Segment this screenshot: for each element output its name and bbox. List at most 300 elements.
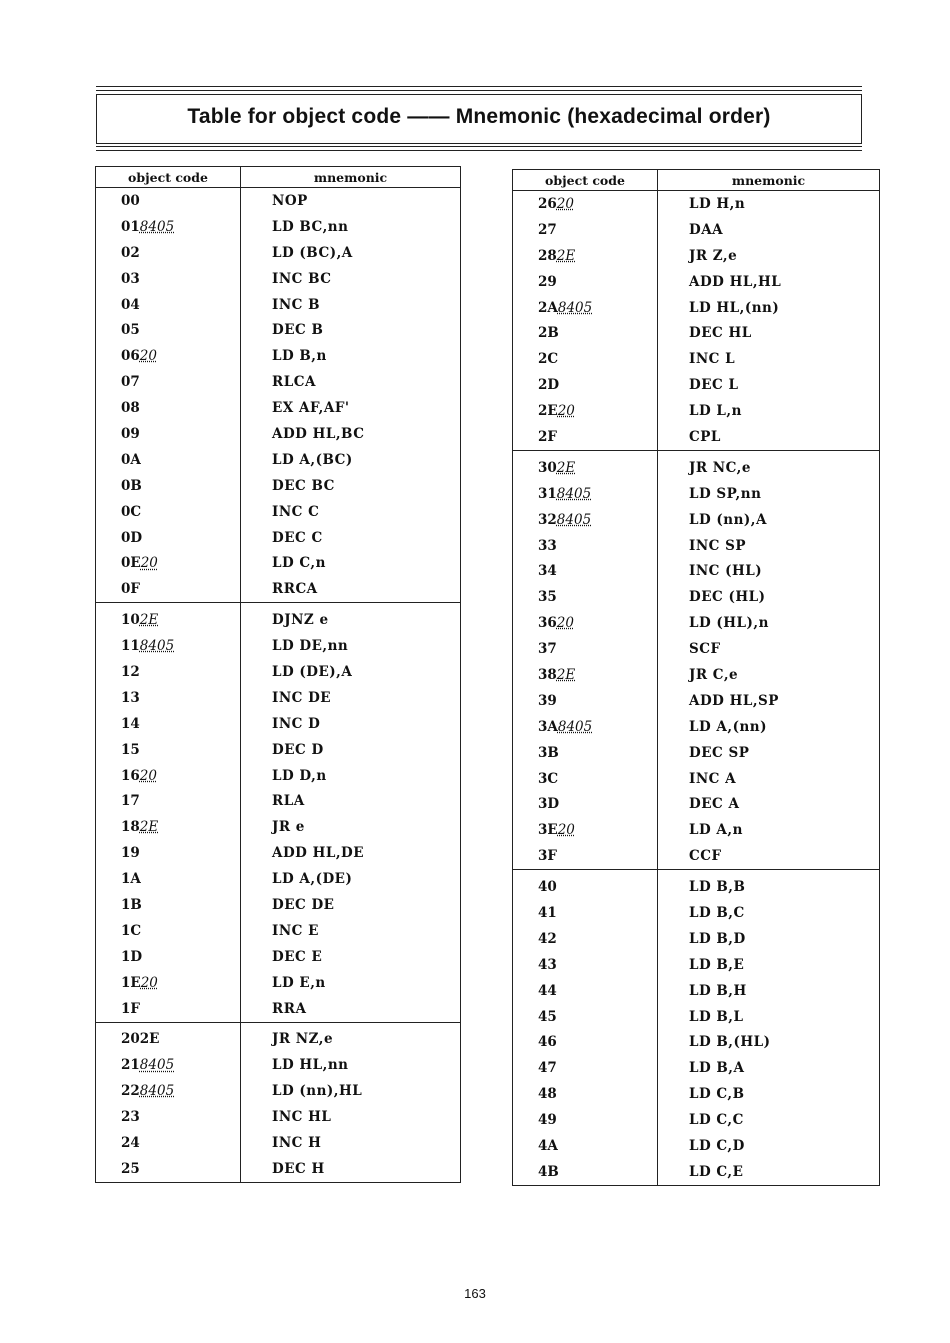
object-code-cell	[513, 610, 658, 636]
right-table-body	[513, 191, 880, 1186]
operand-bytes: 2E	[139, 612, 159, 629]
object-code-cell	[513, 1055, 658, 1081]
object-code-cell	[513, 791, 658, 817]
object-code-cell	[513, 662, 658, 688]
mnemonic-cell: LD B,L	[658, 1004, 880, 1030]
table-row	[513, 398, 880, 424]
object-code-cell	[513, 870, 658, 900]
opcode: 3C	[538, 770, 559, 787]
object-code-cell	[513, 372, 658, 398]
table-row	[513, 926, 880, 952]
object-code-cell	[96, 814, 241, 840]
operand-bytes: 20	[556, 195, 574, 212]
object-code-cell	[513, 191, 658, 217]
object-code-cell	[96, 840, 241, 866]
table-row	[96, 1156, 461, 1182]
mnemonic-cell: INC DE	[241, 685, 461, 711]
operand-bytes: 20	[556, 615, 574, 632]
opcode: 25	[121, 1160, 140, 1177]
opcode: 48	[538, 1086, 557, 1103]
mnemonic-cell: LD B,H	[658, 978, 880, 1004]
object-code-cell	[513, 398, 658, 424]
operand-bytes: 20	[557, 403, 575, 420]
mnemonic-cell: DEC A	[658, 791, 880, 817]
opcode: 10	[121, 612, 140, 629]
object-code-cell	[96, 892, 241, 918]
table-row	[96, 1130, 461, 1156]
object-code-cell	[513, 1133, 658, 1159]
opcode: 32	[538, 511, 557, 528]
object-code-cell	[96, 499, 241, 525]
table-row	[96, 633, 461, 659]
object-code-cell	[513, 269, 658, 295]
opcode: 23	[121, 1109, 140, 1126]
table-row	[513, 450, 880, 480]
opcode: 21	[121, 1057, 140, 1074]
opcode: 15	[121, 741, 140, 758]
object-code-cell	[96, 525, 241, 551]
mnemonic-cell: LD (HL),n	[658, 610, 880, 636]
table-row	[96, 499, 461, 525]
object-code-cell	[96, 788, 241, 814]
opcode: 3E	[538, 822, 558, 839]
bottom-rule-thin	[96, 150, 862, 151]
table-row	[96, 576, 461, 602]
opcode: 04	[121, 296, 140, 313]
opcode: 39	[538, 692, 557, 709]
table-row	[513, 843, 880, 869]
mnemonic-cell: LD (DE),A	[241, 659, 461, 685]
table-row	[513, 870, 880, 900]
opcode: 06	[121, 348, 140, 365]
table-row	[96, 603, 461, 633]
opcode: 2B	[538, 325, 559, 342]
opcode: 41	[538, 904, 557, 921]
mnemonic-cell: INC L	[658, 346, 880, 372]
table-row	[513, 817, 880, 843]
table-row	[513, 1055, 880, 1081]
opcode: 46	[538, 1034, 557, 1051]
mnemonic-cell: LD A,n	[658, 817, 880, 843]
object-code-cell	[513, 243, 658, 269]
mnemonic-cell: LD A,(nn)	[658, 714, 880, 740]
table-row	[513, 662, 880, 688]
mnemonic-cell: LD B,n	[241, 343, 461, 369]
object-code-cell	[513, 766, 658, 792]
opcode: 13	[121, 689, 140, 706]
opcode: 36	[538, 615, 557, 632]
mnemonic-cell: RRCA	[241, 576, 461, 602]
table-row	[96, 421, 461, 447]
opcode: 1D	[121, 948, 143, 965]
opcode: 3B	[538, 744, 559, 761]
mnemonic-cell: INC E	[241, 918, 461, 944]
opcode: 0A	[121, 451, 141, 468]
object-code-cell	[96, 369, 241, 395]
table-row	[513, 1159, 880, 1185]
opcode: 49	[538, 1112, 557, 1129]
table-row	[513, 688, 880, 714]
mnemonic-cell: DEC E	[241, 944, 461, 970]
opcode: 42	[538, 930, 557, 947]
opcode: 19	[121, 845, 140, 862]
object-code-cell	[513, 978, 658, 1004]
table-row	[96, 970, 461, 996]
mnemonic-cell: JR C,e	[658, 662, 880, 688]
table-row	[96, 447, 461, 473]
mnemonic-cell: INC SP	[658, 533, 880, 559]
table-row	[513, 295, 880, 321]
object-code-cell	[513, 1004, 658, 1030]
table-row	[96, 788, 461, 814]
mnemonic-cell: DEC L	[658, 372, 880, 398]
opcode: 38	[538, 666, 557, 683]
object-code-cell	[96, 918, 241, 944]
mnemonic-cell: LD C,n	[241, 550, 461, 576]
opcode: 2F	[538, 428, 557, 445]
table-row	[513, 243, 880, 269]
table-row	[513, 584, 880, 610]
mnemonic-cell: LD HL,(nn)	[658, 295, 880, 321]
table-row	[513, 481, 880, 507]
operand-bytes: 2E	[139, 819, 159, 836]
object-code-cell	[513, 843, 658, 869]
object-code-cell	[96, 576, 241, 602]
opcode: 31	[538, 485, 557, 502]
object-code-cell	[96, 685, 241, 711]
table-row	[96, 763, 461, 789]
mnemonic-cell: LD A,(DE)	[241, 866, 461, 892]
opcode: 12	[121, 663, 140, 680]
mnemonic-cell: LD B,(HL)	[658, 1030, 880, 1056]
table-row	[96, 996, 461, 1022]
object-code-cell	[96, 421, 241, 447]
mnemonic-cell: LD B,B	[658, 870, 880, 900]
object-code-cell	[96, 711, 241, 737]
opcode: 2C	[538, 351, 559, 368]
object-code-cell	[513, 1159, 658, 1185]
opcode: 45	[538, 1008, 557, 1025]
mnemonic-cell: LD DE,nn	[241, 633, 461, 659]
object-code-cell	[96, 240, 241, 266]
table-row	[513, 1107, 880, 1133]
table-row	[96, 659, 461, 685]
table-row	[513, 1081, 880, 1107]
opcode: 30	[538, 459, 557, 476]
mnemonic-cell: LD D,n	[241, 763, 461, 789]
object-code-header: object code	[96, 167, 241, 188]
opcode: 2E	[538, 403, 558, 420]
mnemonic-cell: DJNZ e	[241, 603, 461, 633]
opcode: 05	[121, 322, 140, 339]
object-code-cell	[513, 636, 658, 662]
operand-bytes: 20	[139, 767, 157, 784]
object-code-cell	[96, 1130, 241, 1156]
table-row	[513, 269, 880, 295]
opcode: 44	[538, 982, 557, 999]
table-row	[96, 473, 461, 499]
table-row	[96, 1078, 461, 1104]
object-code-cell	[96, 292, 241, 318]
table-row	[96, 395, 461, 421]
object-code-cell	[96, 1052, 241, 1078]
object-code-cell	[96, 1156, 241, 1182]
opcode: 29	[538, 273, 557, 290]
table-row	[96, 944, 461, 970]
object-code-cell	[96, 343, 241, 369]
mnemonic-cell: LD C,B	[658, 1081, 880, 1107]
mnemonic-cell: LD B,C	[658, 900, 880, 926]
mnemonic-cell: CPL	[658, 424, 880, 450]
table-row	[513, 740, 880, 766]
object-code-cell	[513, 900, 658, 926]
operand-bytes: 20	[139, 348, 157, 365]
mnemonic-cell: LD E,n	[241, 970, 461, 996]
table-row	[96, 866, 461, 892]
mnemonic-cell: ADD HL,SP	[658, 688, 880, 714]
object-code-cell	[96, 633, 241, 659]
operand-bytes: 2E	[556, 459, 576, 476]
object-code-cell	[513, 450, 658, 480]
mnemonic-cell: INC B	[241, 292, 461, 318]
object-code-cell	[513, 295, 658, 321]
opcode: 03	[121, 270, 140, 287]
mnemonic-cell: NOP	[241, 188, 461, 214]
object-code-cell	[96, 214, 241, 240]
table-row	[96, 737, 461, 763]
opcode: 2D	[538, 377, 560, 394]
table-row	[513, 766, 880, 792]
opcode: 26	[538, 195, 557, 212]
table-row	[513, 900, 880, 926]
object-code-cell	[96, 188, 241, 214]
mnemonic-cell: DEC DE	[241, 892, 461, 918]
mnemonic-cell: DEC H	[241, 1156, 461, 1182]
object-code-header: object code	[513, 170, 658, 191]
mnemonic-cell: INC D	[241, 711, 461, 737]
object-code-cell	[513, 346, 658, 372]
operand-bytes: 8405	[556, 511, 592, 528]
table-row	[513, 1030, 880, 1056]
mnemonic-cell: ADD HL,HL	[658, 269, 880, 295]
table-row	[96, 240, 461, 266]
opcode: 28	[538, 247, 557, 264]
mnemonic-header: mnemonic	[241, 167, 461, 188]
opcode: 37	[538, 641, 557, 658]
mnemonic-cell: INC C	[241, 499, 461, 525]
opcode: 4A	[538, 1138, 558, 1154]
object-code-cell	[513, 481, 658, 507]
object-code-cell	[96, 1022, 241, 1052]
mnemonic-cell: RLA	[241, 788, 461, 814]
object-code-cell	[513, 217, 658, 243]
object-code-cell	[513, 817, 658, 843]
top-rule-thin	[96, 90, 862, 91]
opcode: 1A	[121, 871, 141, 888]
table-row	[96, 840, 461, 866]
table-row	[96, 292, 461, 318]
table-row	[513, 978, 880, 1004]
table-row	[513, 217, 880, 243]
table-row	[96, 266, 461, 292]
mnemonic-cell: INC (HL)	[658, 558, 880, 584]
mnemonic-cell: ADD HL,DE	[241, 840, 461, 866]
mnemonic-cell: LD B,D	[658, 926, 880, 952]
object-code-cell	[96, 395, 241, 421]
opcode: 3D	[538, 796, 560, 813]
opcode: 35	[538, 589, 557, 606]
table-row	[513, 507, 880, 533]
opcode: 18	[121, 819, 140, 836]
mnemonic-cell: RRA	[241, 996, 461, 1022]
table-row	[96, 214, 461, 240]
operand-bytes: 8405	[556, 485, 592, 502]
table-row	[513, 791, 880, 817]
object-code-cell	[96, 970, 241, 996]
mnemonic-cell: INC BC	[241, 266, 461, 292]
title-box	[96, 94, 862, 144]
table-row	[513, 610, 880, 636]
object-code-cell	[96, 763, 241, 789]
mnemonic-cell: CCF	[658, 843, 880, 869]
table-row	[96, 550, 461, 576]
mnemonic-cell: DEC BC	[241, 473, 461, 499]
mnemonic-cell: LD B,E	[658, 952, 880, 978]
object-code-cell	[513, 1081, 658, 1107]
opcode: 08	[121, 400, 140, 417]
table-row	[96, 711, 461, 737]
opcode: 2A	[538, 299, 558, 316]
mnemonic-cell: LD C,D	[658, 1133, 880, 1159]
table-row	[96, 188, 461, 214]
mnemonic-cell: INC H	[241, 1130, 461, 1156]
object-code-cell	[513, 533, 658, 559]
mnemonic-cell: LD HL,nn	[241, 1052, 461, 1078]
table-row	[513, 636, 880, 662]
table-row	[513, 558, 880, 584]
mnemonic-cell: DEC C	[241, 525, 461, 551]
table-row	[96, 317, 461, 343]
object-code-cell	[96, 866, 241, 892]
opcode: 34	[538, 563, 557, 580]
operand-bytes: 2E	[556, 247, 576, 264]
table-row	[513, 1004, 880, 1030]
table-row	[96, 892, 461, 918]
table-row	[96, 369, 461, 395]
object-code-cell	[96, 550, 241, 576]
mnemonic-cell: RLCA	[241, 369, 461, 395]
top-rule	[96, 86, 862, 87]
table-row	[96, 918, 461, 944]
mnemonic-cell: JR Z,e	[658, 243, 880, 269]
table-row	[96, 343, 461, 369]
opcode: 27	[538, 221, 557, 238]
table-row	[96, 1052, 461, 1078]
table-row	[513, 191, 880, 217]
opcode: 09	[121, 425, 140, 442]
bottom-rule	[96, 146, 862, 147]
opcode: 14	[121, 715, 140, 732]
object-code-cell	[513, 952, 658, 978]
mnemonic-cell: LD H,n	[658, 191, 880, 217]
operand-bytes: 20	[140, 974, 158, 991]
opcode-table-left	[95, 166, 461, 1183]
object-code-cell	[513, 1107, 658, 1133]
table-row	[513, 320, 880, 346]
mnemonic-cell: DEC (HL)	[658, 584, 880, 610]
mnemonic-cell: ADD HL,BC	[241, 421, 461, 447]
opcode: 47	[538, 1060, 557, 1077]
opcode: 1B	[121, 896, 142, 913]
table-row	[513, 714, 880, 740]
table-row	[513, 346, 880, 372]
opcode: 1C	[121, 922, 142, 939]
mnemonic-cell: LD SP,nn	[658, 481, 880, 507]
opcode: 3F	[538, 848, 557, 865]
opcode: 40	[538, 879, 557, 896]
mnemonic-cell: LD (nn),HL	[241, 1078, 461, 1104]
object-code-cell	[96, 1104, 241, 1130]
opcode: 0F	[121, 581, 140, 598]
opcode: 11	[121, 638, 140, 655]
opcode: 0B	[121, 477, 142, 494]
object-code-cell	[513, 507, 658, 533]
object-code-cell	[513, 740, 658, 766]
opcode: 16	[121, 767, 140, 784]
mnemonic-cell: LD C,C	[658, 1107, 880, 1133]
opcode: 4B	[538, 1163, 559, 1180]
table-row	[513, 533, 880, 559]
opcode: 24	[121, 1135, 140, 1151]
mnemonic-cell: LD A,(BC)	[241, 447, 461, 473]
object-code-cell	[96, 266, 241, 292]
mnemonic-cell: LD L,n	[658, 398, 880, 424]
object-code-cell	[513, 320, 658, 346]
object-code-cell	[96, 603, 241, 633]
opcode: 202E	[121, 1031, 160, 1048]
mnemonic-cell: DEC B	[241, 317, 461, 343]
opcode: 0E	[121, 555, 141, 572]
opcode: 00	[121, 192, 140, 209]
object-code-cell	[96, 447, 241, 473]
operand-bytes: 20	[557, 822, 575, 839]
object-code-cell	[513, 1030, 658, 1056]
mnemonic-cell: LD B,A	[658, 1055, 880, 1081]
operand-bytes: 8405	[139, 1057, 175, 1074]
opcode: 33	[538, 537, 557, 554]
operand-bytes: 20	[140, 555, 158, 572]
opcode: 1E	[121, 974, 141, 991]
mnemonic-cell: JR NC,e	[658, 450, 880, 480]
mnemonic-cell: LD (nn),A	[658, 507, 880, 533]
table-row	[513, 372, 880, 398]
opcode: 07	[121, 374, 140, 391]
mnemonic-cell: EX AF,AF'	[241, 395, 461, 421]
operand-bytes: 2E	[556, 666, 576, 683]
mnemonic-cell: DEC D	[241, 737, 461, 763]
object-code-cell	[96, 317, 241, 343]
opcode: 17	[121, 793, 140, 810]
object-code-cell	[96, 473, 241, 499]
mnemonic-cell: LD (BC),A	[241, 240, 461, 266]
opcode: 22	[121, 1083, 140, 1100]
operand-bytes: 8405	[139, 1083, 175, 1100]
mnemonic-cell: JR e	[241, 814, 461, 840]
table-row	[96, 1022, 461, 1052]
opcode: 0D	[121, 529, 143, 546]
operand-bytes: 8405	[139, 218, 175, 235]
page-number: 163	[464, 1286, 486, 1301]
